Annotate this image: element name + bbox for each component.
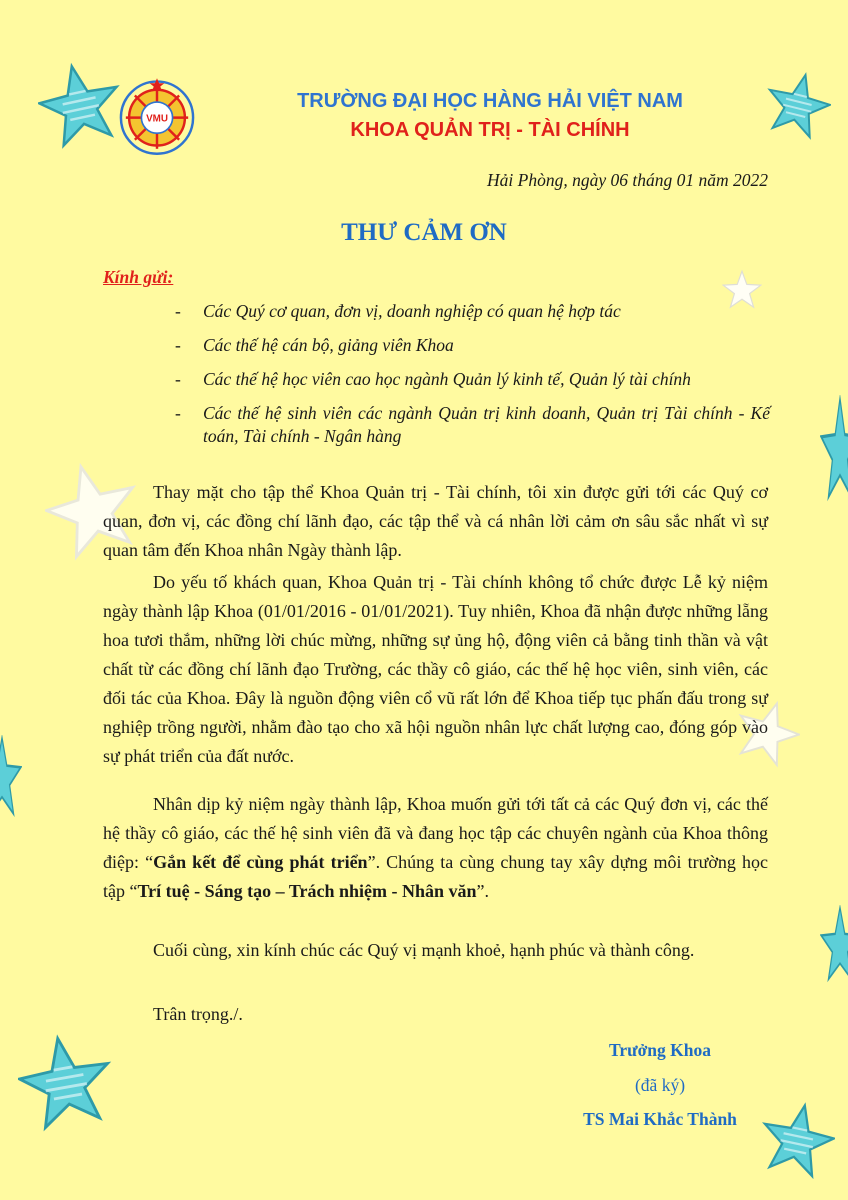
recipient-text: Các thế hệ học viên cao học ngành Quản lý kinh tế, Quản lý tài chính [203, 369, 691, 389]
body-paragraph [103, 790, 768, 906]
recipient-item [175, 402, 770, 448]
university-name: TRƯỜNG ĐẠI HỌC HÀNG HẢI VIỆT NAM [297, 90, 683, 112]
date-line: Hải Phòng, ngày 06 tháng 01 năm 2022 [487, 170, 768, 190]
star-icon [0, 735, 22, 820]
faculty-name: KHOA QUẢN TRỊ - TÀI CHÍNH [350, 119, 630, 141]
star-icon [38, 55, 122, 155]
body-paragraph: Cuối cùng, xin kính chúc các Quý vị mạnh khoẻ, hạnh phúc và thành công. [153, 940, 695, 960]
star-icon [820, 395, 848, 505]
paragraph-text: ”. [476, 881, 490, 901]
paragraph-text: Nhân dịp kỷ niệm ngày thành lập, Khoa muốn gửi tới tất cả các Quý đơn vị, các thế hệ thầy cô giáo, các thế hệ sinh viên đã và đang học tập các chuyên ngành của Khoa thông điệp: “ [103, 794, 768, 872]
body-paragraph: Do yếu tố khách quan, Khoa Quản trị - Tài chính không tổ chức được Lễ kỷ niệm ngày thành lập Khoa (01/01/2016 - 01/01/2021). Tuy nhiên, Khoa đã nhận được những lẵng hoa tươi thắm, những lời chúc mừng, những sự ủng hộ, động viên cả bằng tinh thần và vật chất từ các đồng chí lãnh đạo Trường, các thầy cô giáo, các thế hệ học viên, sinh viên, các đối tác của Khoa. Đây là nguồn động viên cổ vũ rất lớn để Khoa tiếp tục phấn đấu trong sự nghiệp trồng người, nhằm đào tạo cho xã hội nguồn nhân lực chất lượng cao, đóng góp vào sự phát triển của đất nước. [103, 572, 768, 766]
star-icon [765, 55, 831, 155]
motto-bold: Trí tuệ - Sáng tạo – Trách nhiệm - Nhân văn [137, 881, 477, 901]
star-icon [820, 905, 848, 985]
recipient-item [175, 300, 770, 323]
signer-role: Trưởng Khoa [608, 1040, 712, 1060]
slogan-bold: Gắn kết để cùng phát triển [153, 852, 368, 872]
body-paragraph: Thay mặt cho tập thể Khoa Quản trị - Tài chính, tôi xin được gửi tới các Quý cơ quan, đơn vị, các đồng chí lãnh đạo, các tập thể và cá nhân lời cảm ơn sâu sắc nhất vì sự quan tâm đến Khoa nhân Ngày thành lập. [103, 482, 768, 560]
university-logo [116, 75, 198, 157]
logo-text: VMU [146, 113, 168, 125]
closing-line: Trân trọng./. [153, 1004, 243, 1024]
bullet-dash: - [175, 369, 181, 389]
bullet-dash: - [175, 403, 181, 423]
star-icon [18, 1030, 113, 1135]
star-icon [760, 1080, 835, 1200]
bullet-dash: - [175, 335, 181, 355]
paragraph-text: ”. Chúng ta cùng chung tay xây dựng môi trường học tập “ [103, 852, 768, 901]
recipient-item [175, 368, 770, 391]
recipient-text: Các thế hệ cán bộ, giảng viên Khoa [203, 335, 454, 355]
letter-title: THƯ CẢM ƠN [341, 219, 507, 246]
recipient-text: Các thế hệ sinh viên các ngành Quản trị kinh doanh, Quản trị Tài chính - Kế toán, Tài chính - Ngân hàng [203, 403, 770, 446]
signed-note: (đã ký) [634, 1075, 686, 1095]
signer-name: TS Mai Khắc Thành [583, 1109, 737, 1129]
greeting: Kính gửi: [103, 267, 174, 287]
recipient-text: Các Quý cơ quan, đơn vị, doanh nghiệp có quan hệ hợp tác [203, 301, 621, 321]
bullet-dash: - [175, 301, 181, 321]
recipient-item [175, 334, 770, 357]
